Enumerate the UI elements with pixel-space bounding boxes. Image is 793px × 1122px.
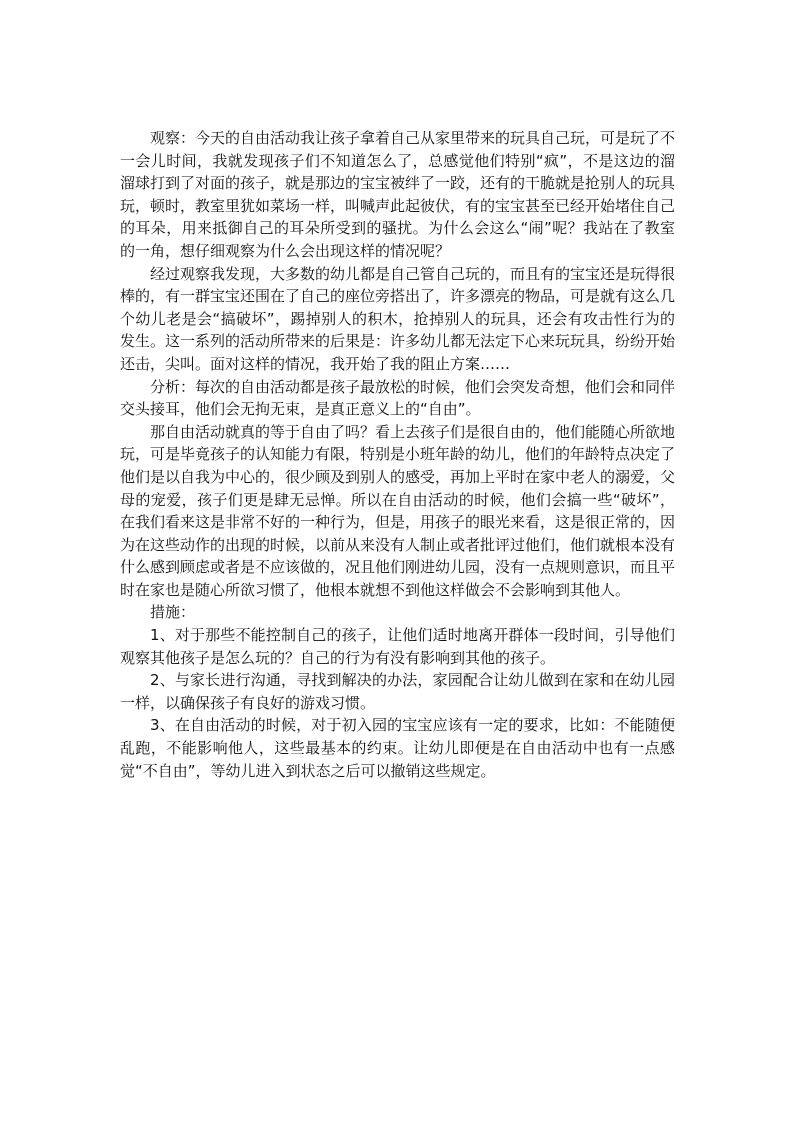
paragraph-measure-1: 1、对于那些不能控制自己的孩子，让他们适时地离开群体一段时间，引导他们观察其他孩子是怎么玩的？自己的行为有没有影响到其他的孩子。	[120, 626, 675, 667]
paragraph-observation: 观察：今天的自由活动我让孩子拿着自己从家里带来的玩具自己玩，可是玩了不一会儿时间，我就发现孩子们不知道怎么了，总感觉他们特别“疯”，不是这边的溜溜球打到了对面的孩子，就是那边的宝宝被绊了一跤，还有的干脆就是抢别人的玩具玩，顿时，教室里犹如菜场一样，叫喊声此起彼伏，有的宝宝甚至已经开始堵住自己的耳朵，用来抵御自己的耳朵所受到的骚扰。为什么会这么“闹”呢？我站在了教室的一角，想仔细观察为什么会出现这样的情况呢？	[120, 129, 676, 260]
document-body	[120, 127, 675, 782]
paragraph-analysis: 分析：每次的自由活动都是孩子最放松的时候，他们会突发奇想，他们会和同伴交头接耳，他们会无拘无束，是真正意义上的“自由”。	[120, 377, 676, 419]
paragraph-discussion: 那自由活动就真的等于自由了吗？看上去孩子们是很自由的，他们能随心所欲地玩，可是毕竟孩子的认知能力有限，特别是小班年龄的幼儿，他们的年龄特点决定了他们是以自我为中心的，很少顾及到别人的感受，再加上平时在家中老人的溺爱，父母的宠爱，孩子们更是肆无忌惮。所以在自由活动的时候，他们会搞一些“破坏”，在我们看来这是非常不好的一种行为，但是，用孩子的眼光来看，这是很正常的，因为在这些动作的出现的时候，以前从来没有人制止或者批评过他们，他们就根本没有什么感到顾虑或者是不应该做的，况且他们刚进幼儿园，没有一点规则意识，而且平时在家也是随心所欲习惯了，他根本就想不到他这样做会不会影响到其他人。	[120, 422, 676, 599]
paragraph-measures-heading: 措施：	[150, 603, 196, 622]
paragraph-measure-2: 2、与家长进行沟通，寻找到解决的办法，家园配合让幼儿做到在家和在幼儿园一样，以确保孩子有良好的游戏习惯。	[120, 671, 675, 712]
paragraph-findings: 经过观察我发现，大多数的幼儿都是自己管自己玩的，而且有的宝宝还是玩得很棒的，有一群宝宝还围在了自己的座位旁搭出了，许多漂亮的物品，可是就有这么几个幼儿老是会“搞破坏”，踢掉别人的积木，抢掉别人的玩具，还会有攻击性行为的发生。这一系列的活动所带来的后果是：许多幼儿都无法定下心来玩玩具，纷纷开始还击，尖叫。面对这样的情况，我开始了我的阻止方案……	[120, 264, 676, 373]
paragraph-measure-3: 3、在自由活动的时候，对于初入园的宝宝应该有一定的要求，比如：不能随便乱跑，不能影响他人，这些最基本的约束。让幼儿即便是在自由活动中也有一点感觉“不自由”，等幼儿进入到状态之后可以撤销这些规定。	[120, 716, 675, 780]
